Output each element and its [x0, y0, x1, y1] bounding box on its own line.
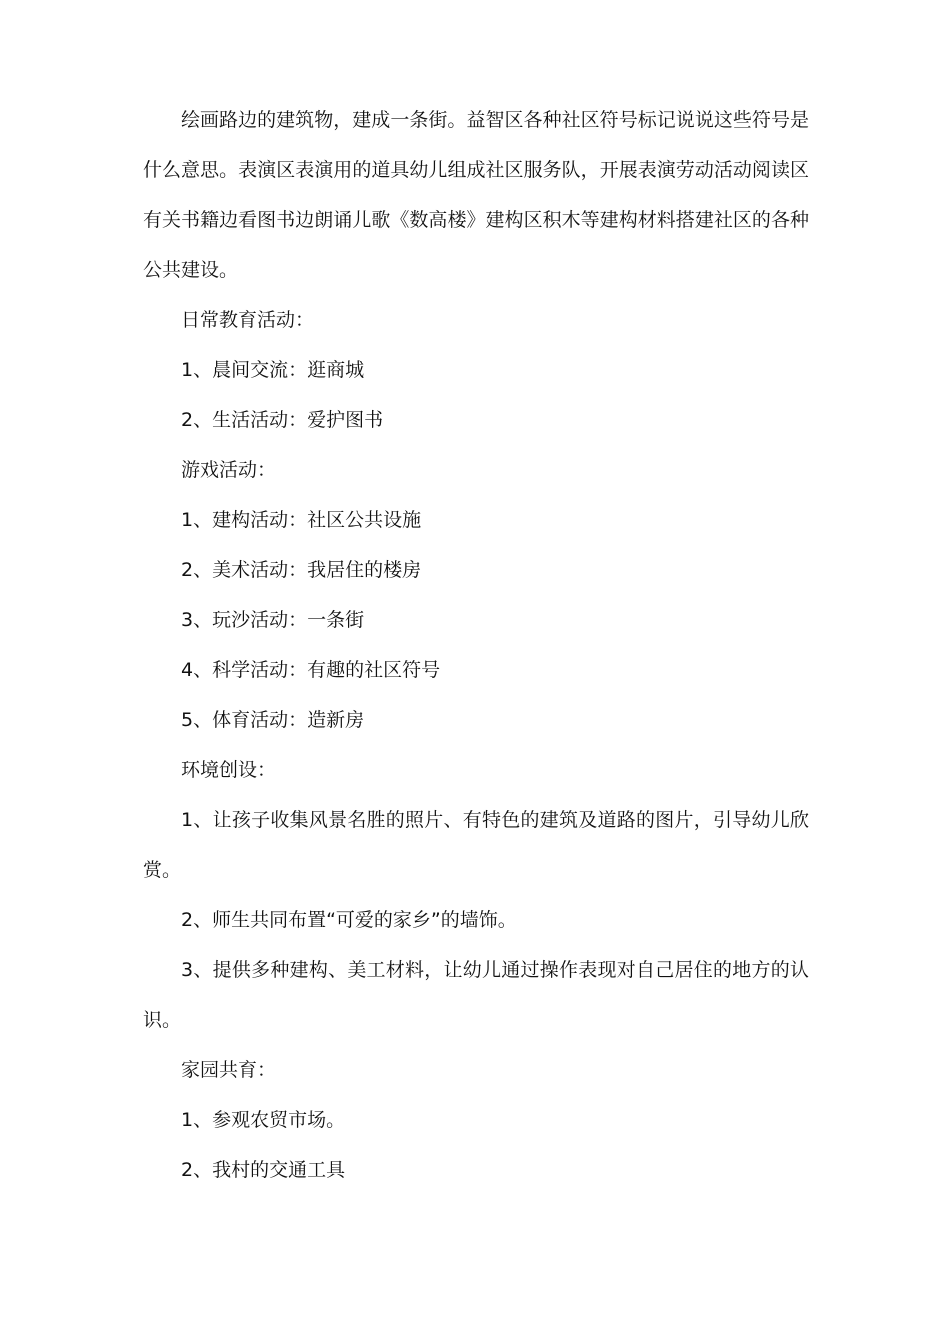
heading-daily-education: 日常教育活动： — [181, 309, 315, 331]
paragraph-activity-areas: 绘画路边的建筑物，建成一条街。益智区各种社区符号标记说说这些符号是什么意思。表演区表演用的道具幼儿组成社区服务队，开展表演劳动活动阅读区有关书籍边看图书边朗诵儿歌《数高楼》建构区积木等建构材料搭建社区的各种公共建设。 — [143, 109, 809, 281]
heading-environment: 环境创设： — [181, 759, 277, 781]
document-body — [143, 95, 809, 1195]
list-item-game-1: 1、建构活动：社区公共设施 — [181, 509, 422, 531]
list-item-game-4: 4、科学活动：有趣的社区符号 — [181, 659, 441, 681]
list-item-environment-2: 2、师生共同布置“可爱的家乡”的墙饰。 — [181, 909, 517, 931]
heading-game-activities: 游戏活动： — [181, 459, 277, 481]
list-item-daily-1: 1、晨间交流：逛商城 — [181, 359, 365, 381]
list-item-home-2: 2、我村的交通工具 — [181, 1159, 346, 1181]
list-item-environment-3: 3、提供多种建构、美工材料，让幼儿通过操作表现对自己居住的地方的认识。 — [143, 959, 809, 1031]
list-item-daily-2: 2、生活活动：爱护图书 — [181, 409, 384, 431]
list-item-game-2: 2、美术活动：我居住的楼房 — [181, 559, 422, 581]
heading-home-school: 家园共育： — [181, 1059, 277, 1081]
list-item-game-3: 3、玩沙活动：一条街 — [181, 609, 365, 631]
list-item-game-5: 5、体育活动：造新房 — [181, 709, 365, 731]
list-item-home-1: 1、参观农贸市场。 — [181, 1109, 346, 1131]
list-item-environment-1: 1、让孩子收集风景名胜的照片、有特色的建筑及道路的图片，引导幼儿欣赏。 — [143, 809, 809, 881]
